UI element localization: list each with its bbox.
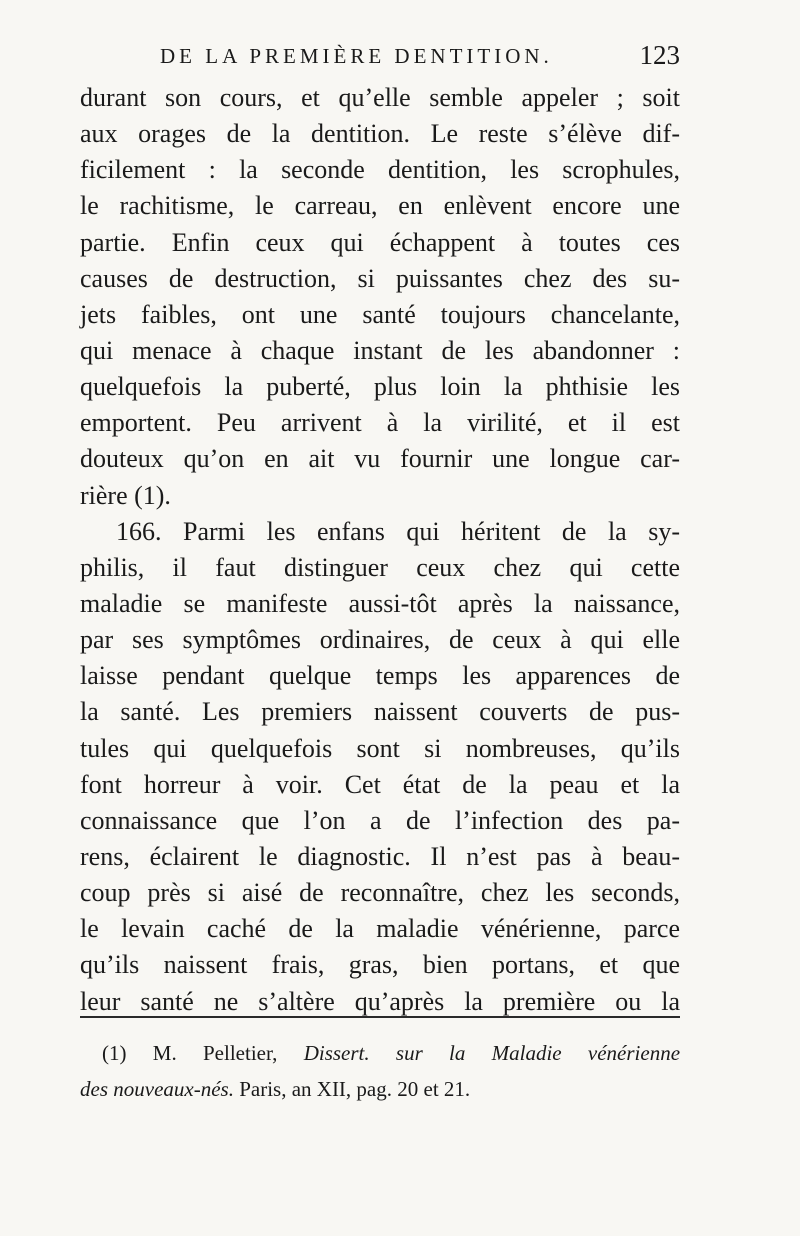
text-line: aux orages de la dentition. Le reste s’élève dif- [80,119,680,149]
text-line: jets faibles, ont une santé toujours chancelante, [80,299,680,329]
text-line: causes de destruction, si puissantes chez des su- [80,263,680,293]
text-line: tules qui quelquefois sont si nombreuses, qu’ils [80,733,680,763]
text-line: rens, éclairent le diagnostic. Il n’est pas à beau- [80,841,680,871]
text-line: par ses symptômes ordinaires, de ceux à qui elle [80,625,680,655]
text-line: connaissance que l’on a de l’infection des pa- [80,805,680,835]
footnote-rule [80,1016,680,1018]
text-line: le levain caché de la maladie vénérienne, parce [80,914,680,944]
footnote-imprint: Paris, an XII, pag. 20 et 21. [239,1077,471,1101]
text-line: philis, il faut distinguer ceux chez qui cette [80,552,680,582]
footnote-marker: (1) [102,1041,127,1065]
footnote-title-continued: des nouveaux-nés. [80,1077,234,1101]
text-line: ficilement : la seconde dentition, les scrophules, [80,155,680,185]
text-line: font horreur à voir. Cet état de la peau et la [80,769,680,799]
text-line: douteux qu’on en ait vu fournir une longue car- [80,444,680,474]
footnote-line [80,1071,680,1107]
text-line: rière (1). [80,480,171,510]
text-line: la santé. Les premiers naissent couverts de pus- [80,697,680,727]
text-line: partie. Enfin ceux qui échappent à toutes ces [80,227,680,257]
text-line: coup près si aisé de reconnaître, chez les seconds, [80,878,680,908]
footnote-author: M. Pelletier, [152,1041,278,1065]
paragraph-start-line: 166. Parmi les enfans qui héritent de la sy- [116,516,680,546]
text-line: laisse pendant quelque temps les apparences de [80,661,680,691]
text-line: durant son cours, et qu’elle semble appeler ; soit [80,83,680,112]
text-line: qui menace à chaque instant de les abandonner : [80,335,680,365]
page-header [160,40,680,80]
text-line: qu’ils naissent frais, gras, bien portans, et que [80,950,680,980]
text-line: le rachitisme, le carreau, en enlèvent encore une [80,191,680,221]
text-line: maladie se manifeste aussi-tôt après la naissance, [80,588,680,618]
text-line: emportent. Peu arrivent à la virilité, et il est [80,408,680,438]
body-text [80,80,680,1020]
footnote [80,1035,680,1107]
text-line: leur santé ne s’altère qu’après la première ou la [80,986,680,1016]
footnote-title: Dissert. sur la Maladie vénérienne [303,1041,681,1065]
running-head: DE LA PREMIÈRE DENTITION. [160,44,553,68]
footnote-line [80,1035,680,1071]
page-number: 123 [639,40,680,70]
text-line: quelquefois la puberté, plus loin la phthisie les [80,372,680,402]
